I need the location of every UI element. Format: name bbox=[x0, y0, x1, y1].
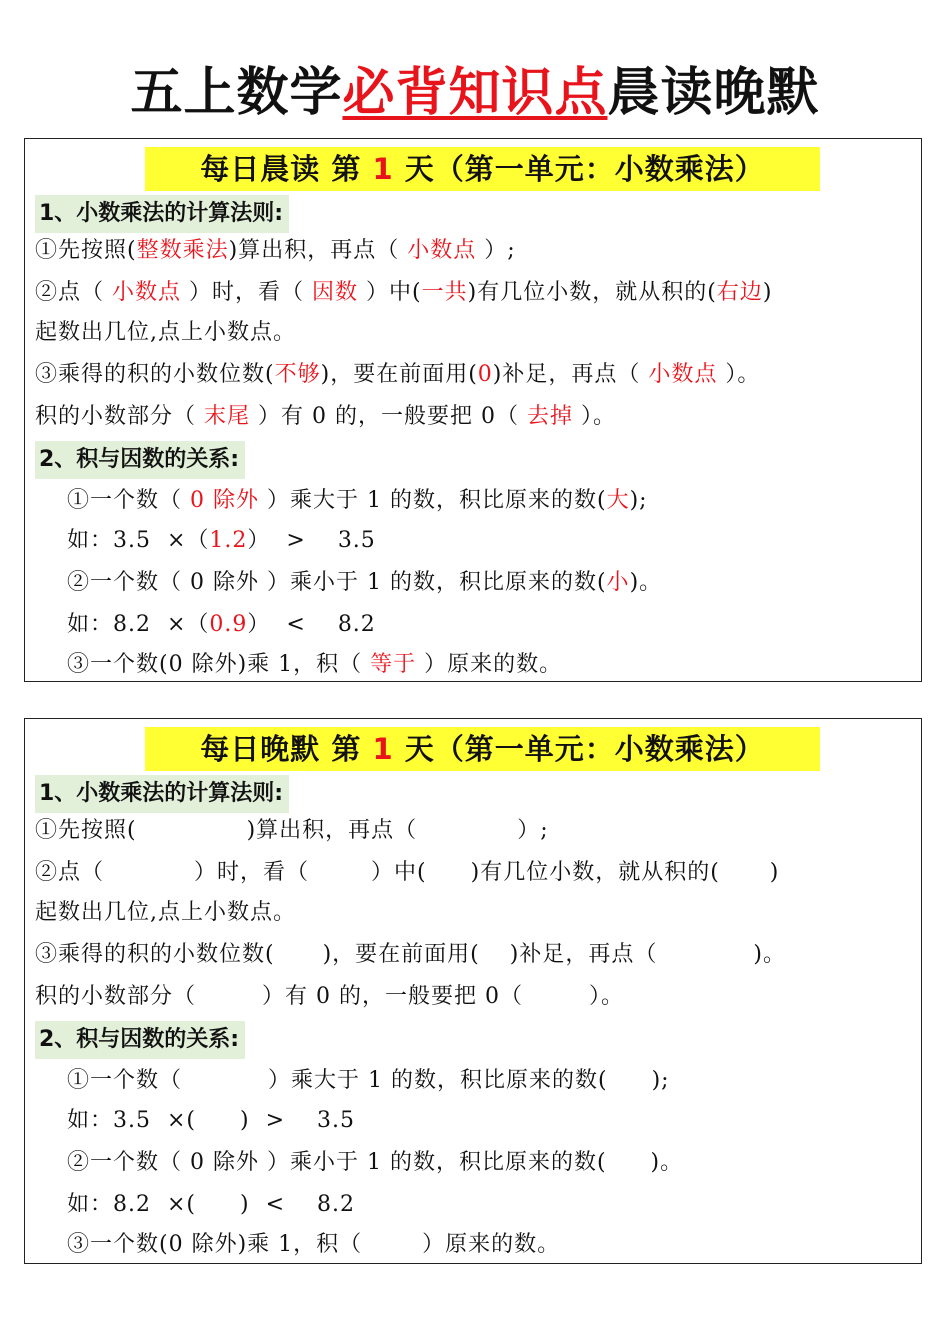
text: ）乘大于 1 的数，积比原来的数( bbox=[259, 488, 607, 513]
text: ）有 0 的，一般要把 0（ bbox=[250, 404, 527, 429]
text: ①先按照( bbox=[35, 238, 137, 263]
rule-line-3: 起数出几位,点上小数点。 bbox=[35, 900, 296, 925]
section-heading-1: 1、小数乘法的计算法则: bbox=[35, 195, 289, 233]
answer: 一共 bbox=[421, 280, 468, 305]
answer: 小数点 bbox=[112, 280, 182, 305]
text: ）原来的数。 bbox=[416, 652, 563, 677]
text: )算出积，再点（ bbox=[228, 238, 408, 263]
text: ) bbox=[769, 860, 780, 885]
answer: 小数点 bbox=[648, 362, 718, 387]
title-part-1: 五上数学 bbox=[130, 63, 343, 123]
text: )算出积，再点（ bbox=[246, 818, 418, 843]
section-heading-1: 1、小数乘法的计算法则: bbox=[35, 775, 289, 813]
answer: 0 除外 bbox=[190, 488, 259, 513]
evening-dictation-box bbox=[24, 718, 922, 1264]
rule-line-1 bbox=[35, 235, 516, 267]
text: ②点（ bbox=[35, 860, 105, 885]
text: 如：8.2 ×( bbox=[67, 1192, 196, 1217]
answer: 右边 bbox=[716, 280, 763, 305]
text: ①一个数（ bbox=[67, 1068, 183, 1093]
text: ）时，看（ bbox=[194, 860, 310, 885]
text: 如：3.5 ×（ bbox=[67, 528, 210, 553]
example-line-2 bbox=[67, 609, 376, 641]
text: )有几位小数，就从积的( bbox=[470, 860, 720, 885]
relation-line-2 bbox=[67, 567, 662, 599]
rule-line-3: 起数出几位,点上小数点。 bbox=[35, 320, 296, 345]
answer: 等于 bbox=[370, 652, 417, 677]
text: ); bbox=[629, 488, 648, 513]
example-line-2 bbox=[67, 1189, 355, 1221]
evening-header bbox=[145, 727, 820, 771]
answer: 0.9 bbox=[209, 612, 248, 637]
text: )，要在前面用( bbox=[322, 942, 480, 967]
text: ③乘得的积的小数位数( bbox=[35, 942, 275, 967]
answer: 去掉 bbox=[526, 404, 573, 429]
text: ) > 3.5 bbox=[240, 1108, 355, 1133]
text: ）中( bbox=[358, 280, 422, 305]
text: ②点（ bbox=[35, 280, 112, 305]
text: ）原来的数。 bbox=[422, 1232, 561, 1257]
header-text: 每日晚默 第 bbox=[200, 732, 373, 766]
example-line-1 bbox=[67, 525, 376, 557]
text: ) bbox=[762, 280, 773, 305]
text: ）。 bbox=[717, 362, 761, 387]
answer: 不够 bbox=[274, 362, 321, 387]
example-line-1 bbox=[67, 1105, 355, 1137]
title-highlight: 必背知识点 bbox=[342, 63, 608, 123]
text: ②一个数（ 0 除外 ）乘小于 1 的数，积比原来的数( bbox=[67, 570, 607, 595]
text: 积的小数部分（ bbox=[35, 984, 197, 1009]
text: 如：3.5 ×( bbox=[67, 1108, 196, 1133]
header-text: 每日晨读 第 bbox=[200, 152, 373, 186]
text: ③乘得的积的小数位数( bbox=[35, 362, 275, 387]
rule-line-2 bbox=[35, 277, 772, 309]
text: )有几位小数，就从积的( bbox=[467, 280, 717, 305]
answer: 末尾 bbox=[204, 404, 251, 429]
text: )。 bbox=[629, 570, 663, 595]
text: )。 bbox=[753, 942, 786, 967]
text: ①先按照( bbox=[35, 818, 137, 843]
relation-line-3 bbox=[67, 1229, 560, 1261]
answer: 1.2 bbox=[209, 528, 248, 553]
answer: 大 bbox=[606, 488, 630, 513]
text: ）中( bbox=[371, 860, 427, 885]
text: ); bbox=[651, 1068, 670, 1093]
rule-line-4 bbox=[35, 939, 786, 971]
morning-reading-box bbox=[24, 138, 922, 682]
rule-line-2 bbox=[35, 857, 779, 889]
header-text: 天（第一单元：小数乘法） bbox=[393, 732, 765, 766]
text: ）; bbox=[517, 818, 549, 843]
text: ）; bbox=[476, 238, 516, 263]
text: ③一个数(0 除外)乘 1，积（ bbox=[67, 652, 371, 677]
text: ）。 bbox=[573, 404, 616, 429]
relation-line-1 bbox=[67, 1065, 670, 1097]
text: ①一个数（ bbox=[67, 488, 190, 513]
rule-line-5 bbox=[35, 401, 616, 433]
page-title bbox=[0, 58, 950, 128]
text: 如：8.2 ×（ bbox=[67, 612, 210, 637]
relation-line-3 bbox=[67, 649, 562, 681]
section-heading-2: 2、积与因数的关系: bbox=[35, 441, 245, 479]
text: ）乘大于 1 的数，积比原来的数( bbox=[268, 1068, 608, 1093]
day-number: 1 bbox=[372, 152, 394, 186]
answer: 0 bbox=[477, 362, 493, 387]
text: ）。 bbox=[589, 984, 625, 1009]
rule-line-4 bbox=[35, 359, 760, 391]
text: ) < 8.2 bbox=[240, 1192, 355, 1217]
day-number: 1 bbox=[372, 732, 394, 766]
relation-line-2 bbox=[67, 1147, 683, 1179]
text: ②一个数（ 0 除外 ）乘小于 1 的数，积比原来的数( bbox=[67, 1150, 607, 1175]
text: ）时，看（ bbox=[181, 280, 313, 305]
title-part-3: 晨读晚默 bbox=[607, 63, 820, 123]
text: ③一个数(0 除外)乘 1，积（ bbox=[67, 1232, 363, 1257]
morning-header bbox=[145, 147, 820, 191]
text: ）有 0 的，一般要把 0（ bbox=[262, 984, 523, 1009]
relation-line-1 bbox=[67, 485, 648, 517]
answer: 小 bbox=[606, 570, 630, 595]
answer: 因数 bbox=[312, 280, 359, 305]
text: 积的小数部分（ bbox=[35, 404, 204, 429]
text: )。 bbox=[650, 1150, 684, 1175]
header-text: 天（第一单元：小数乘法） bbox=[393, 152, 765, 186]
rule-line-1 bbox=[35, 815, 549, 847]
answer: 整数乘法 bbox=[136, 238, 229, 263]
text: )，要在前面用( bbox=[320, 362, 478, 387]
answer: 小数点 bbox=[407, 238, 477, 263]
text: )补足，再点（ bbox=[492, 362, 649, 387]
section-heading-2: 2、积与因数的关系: bbox=[35, 1021, 245, 1059]
text: ） < 8.2 bbox=[247, 612, 376, 637]
text: ） > 3.5 bbox=[247, 528, 376, 553]
rule-line-5 bbox=[35, 981, 624, 1013]
text: )补足，再点（ bbox=[509, 942, 658, 967]
